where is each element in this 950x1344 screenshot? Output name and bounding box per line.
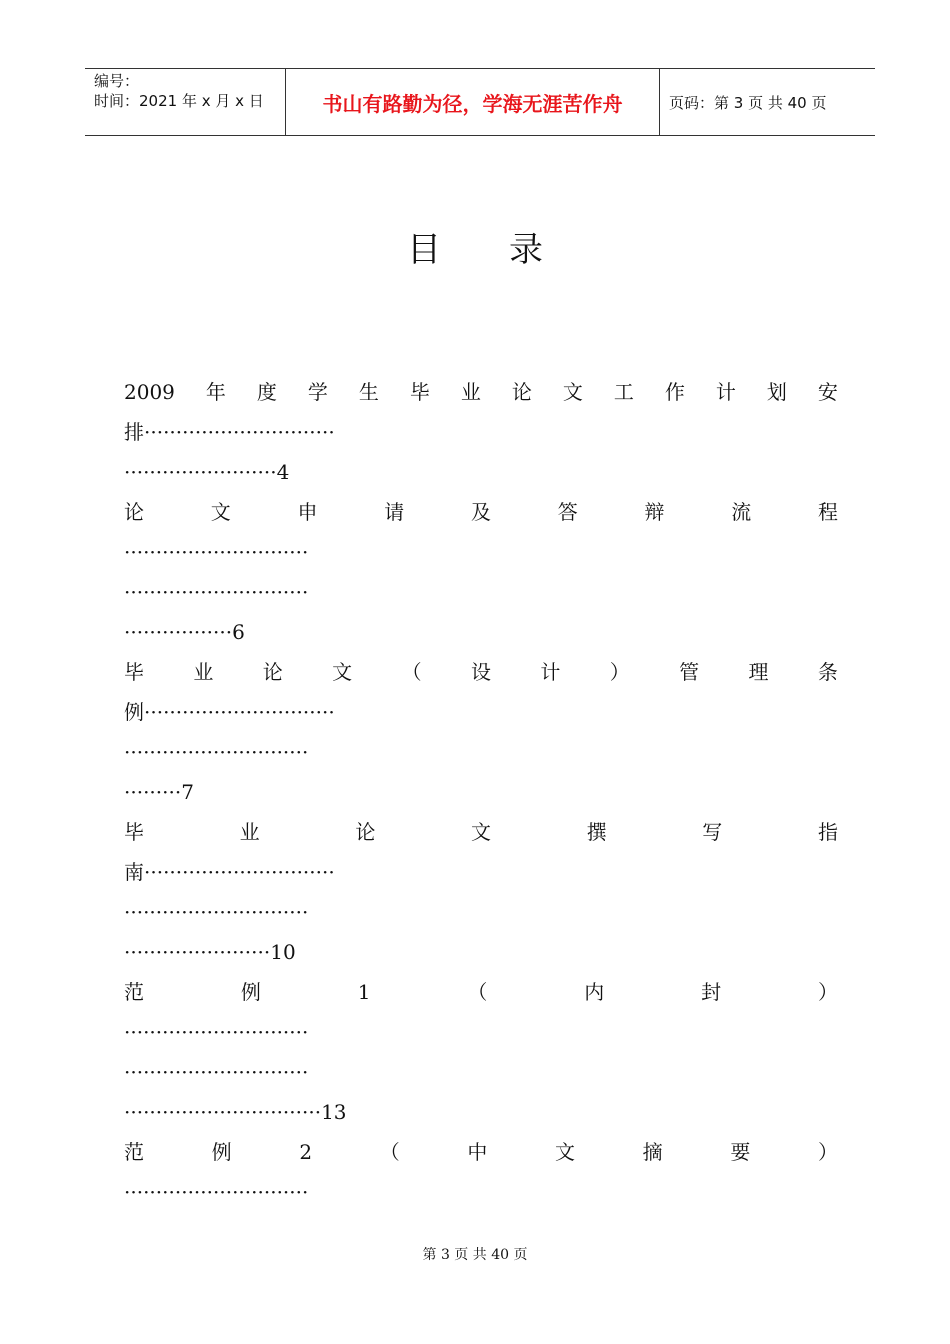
toc-title-char: 文 — [332, 660, 353, 684]
toc-title-char: 度 — [256, 380, 277, 404]
toc-title-char: 论 — [124, 500, 144, 524]
toc-leader-line: ·······················10 — [124, 940, 296, 964]
toc-title-char: 摘 — [642, 1140, 663, 1164]
toc-title-char: 理 — [748, 660, 769, 684]
toc-leader-line: 排······························ — [124, 420, 335, 444]
toc-title-char: 安 — [817, 380, 838, 404]
toc-entry-title[interactable] — [124, 972, 838, 1012]
toc-title-char: 内 — [584, 980, 605, 1004]
toc-title-char: 毕 — [409, 380, 430, 404]
toc-title-char: 论 — [355, 820, 376, 844]
toc-title-char: 管 — [679, 660, 700, 684]
toc-title-char: 2 — [299, 1140, 313, 1164]
toc-title-char: 辩 — [644, 500, 665, 524]
toc-title-char: ） — [817, 1140, 838, 1164]
page-title: 目录 — [407, 230, 611, 270]
toc-title-char: 例 — [211, 1140, 232, 1164]
toc-title-char: 中 — [467, 1140, 488, 1164]
toc-title-char: 业 — [193, 660, 214, 684]
toc-title-char: 撰 — [586, 820, 607, 844]
toc-title-char: （ — [467, 980, 488, 1004]
page-header — [85, 68, 875, 136]
toc-leader-line: ····························· — [124, 1060, 309, 1084]
toc-leader-line: ····························· — [124, 740, 309, 764]
date-label: 时间：2021 年 x 月 x 日 — [94, 92, 264, 110]
toc-title-char: 设 — [470, 660, 491, 684]
number-label: 编号： — [94, 72, 140, 90]
toc-title-char: 文 — [210, 500, 231, 524]
toc-entry-title[interactable] — [124, 652, 838, 692]
toc-leader-line: 例······························ — [124, 700, 335, 724]
toc-leader-line: ·················6 — [124, 620, 245, 644]
toc-leader-line: ····························· — [124, 1020, 309, 1044]
toc-title-char: 业 — [239, 820, 260, 844]
header-meta — [85, 69, 286, 135]
toc-entry-title[interactable] — [124, 372, 838, 412]
toc-title-char: 文 — [555, 1140, 576, 1164]
toc-title-char: 请 — [384, 500, 405, 524]
toc-title-char: 计 — [540, 660, 561, 684]
toc-title-char: 写 — [702, 820, 723, 844]
toc-leader-line: 南······························ — [124, 860, 335, 884]
toc-title-char: 要 — [730, 1140, 751, 1164]
toc-title-char: ） — [817, 980, 838, 1004]
header-motto: 书山有路勤为径，学海无涯苦作舟 — [286, 69, 660, 135]
toc-title-char: 计 — [715, 380, 736, 404]
toc-entry-title[interactable] — [124, 492, 838, 532]
toc-title-char: 毕 — [124, 660, 144, 684]
toc-leader-line: ····························· — [124, 1180, 309, 1204]
toc-title-char: （ — [401, 660, 422, 684]
toc-title-char: 2009 — [124, 380, 175, 404]
toc-leader-line: ·······························13 — [124, 1100, 347, 1124]
toc-title-char: 范 — [124, 1140, 144, 1164]
toc-entry-title[interactable] — [124, 812, 838, 852]
toc-leader-line: ························4 — [124, 460, 290, 484]
toc-title-char: 工 — [613, 380, 634, 404]
toc-title-char: 论 — [511, 380, 532, 404]
toc-leader-line: ····························· — [124, 580, 309, 604]
toc-title-char: 毕 — [124, 820, 144, 844]
toc-leader-line: ····························· — [124, 900, 309, 924]
toc-entry-title[interactable] — [124, 1132, 838, 1172]
toc-title-char: 作 — [664, 380, 685, 404]
toc-title-char: 论 — [262, 660, 283, 684]
table-of-contents — [124, 372, 838, 1212]
toc-title-char: 划 — [766, 380, 787, 404]
toc-title-char: 范 — [124, 980, 144, 1004]
toc-title-char: （ — [379, 1140, 400, 1164]
toc-title-char: 1 — [357, 980, 371, 1004]
toc-title-char: 流 — [731, 500, 752, 524]
toc-title-char: 业 — [460, 380, 481, 404]
toc-leader-line: ····························· — [124, 540, 309, 564]
toc-title-char: 及 — [471, 500, 491, 524]
toc-title-char: 申 — [297, 500, 318, 524]
toc-title-char: 答 — [557, 500, 578, 524]
toc-title-char: 例 — [240, 980, 261, 1004]
header-page-number: 页码：第 3 页 共 40 页 — [669, 93, 827, 112]
toc-title-char: 年 — [205, 380, 226, 404]
toc-title-char: 条 — [817, 660, 838, 684]
toc-title-char: 学 — [307, 380, 328, 404]
toc-title-char: 封 — [701, 980, 722, 1004]
toc-title-char: 指 — [817, 820, 838, 844]
toc-leader-line: ·········7 — [124, 780, 194, 804]
page-footer: 第 3 页 共 40 页 — [422, 1247, 528, 1263]
toc-title-char: 文 — [470, 820, 491, 844]
toc-title-char: 文 — [562, 380, 583, 404]
toc-title-char: 程 — [818, 500, 838, 524]
toc-title-char: 生 — [358, 380, 379, 404]
toc-title-char: ） — [609, 660, 630, 684]
